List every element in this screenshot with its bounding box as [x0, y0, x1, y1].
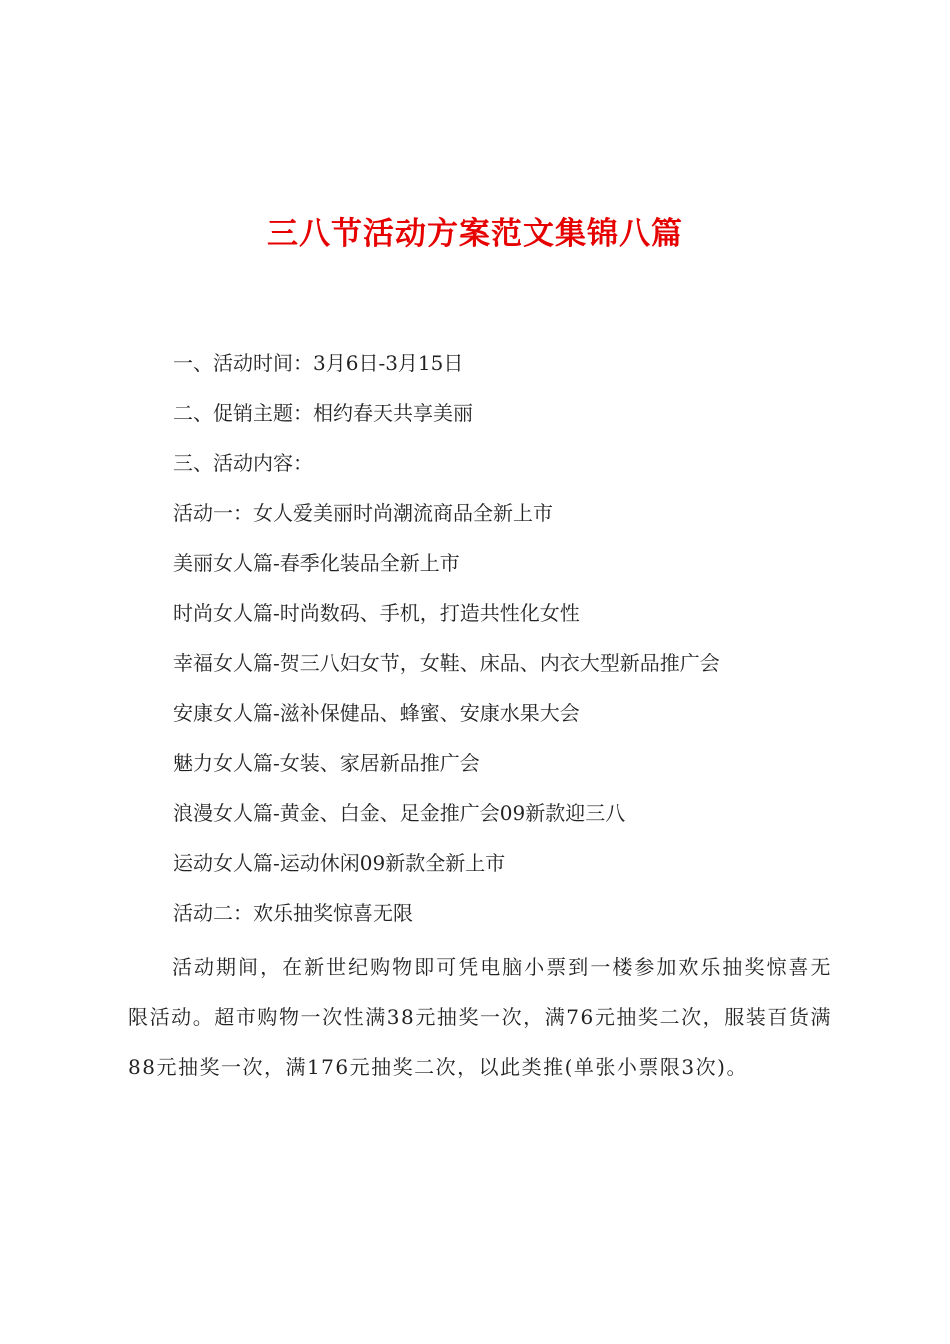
text-line: 安康女人篇-滋补保健品、蜂蜜、安康水果大会 [173, 701, 580, 725]
body-paragraph: 活动期间，在新世纪购物即可凭电脑小票到一楼参加欢乐抽奖惊喜无限活动。超市购物一次性满38元抽奖一次，满76元抽奖二次，服装百货满88元抽奖一次，满176元抽奖二次，以此类推(单张小票限3次)。 [128, 955, 832, 1079]
document-title: 三八节活动方案范文集锦八篇 [267, 216, 683, 252]
text-line: 一、活动时间：3月6日-3月15日 [173, 351, 464, 375]
text-line: 时尚女人篇-时尚数码、手机，打造共性化女性 [173, 601, 580, 625]
text-line: 运动女人篇-运动休闲09新款全新上市 [173, 851, 506, 875]
text-line: 活动二：欢乐抽奖惊喜无限 [173, 901, 413, 925]
text-line: 幸福女人篇-贺三八妇女节，女鞋、床品、内衣大型新品推广会 [173, 651, 720, 675]
text-line: 三、活动内容： [173, 451, 313, 475]
text-line: 二、促销主题：相约春天共享美丽 [173, 401, 473, 425]
text-line: 浪漫女人篇-黄金、白金、足金推广会09新款迎三八 [173, 801, 626, 825]
text-line: 魅力女人篇-女装、家居新品推广会 [173, 751, 480, 775]
content-lines [173, 345, 833, 945]
text-line: 活动一：女人爱美丽时尚潮流商品全新上市 [173, 501, 553, 525]
text-line: 美丽女人篇-春季化装品全新上市 [173, 551, 460, 575]
